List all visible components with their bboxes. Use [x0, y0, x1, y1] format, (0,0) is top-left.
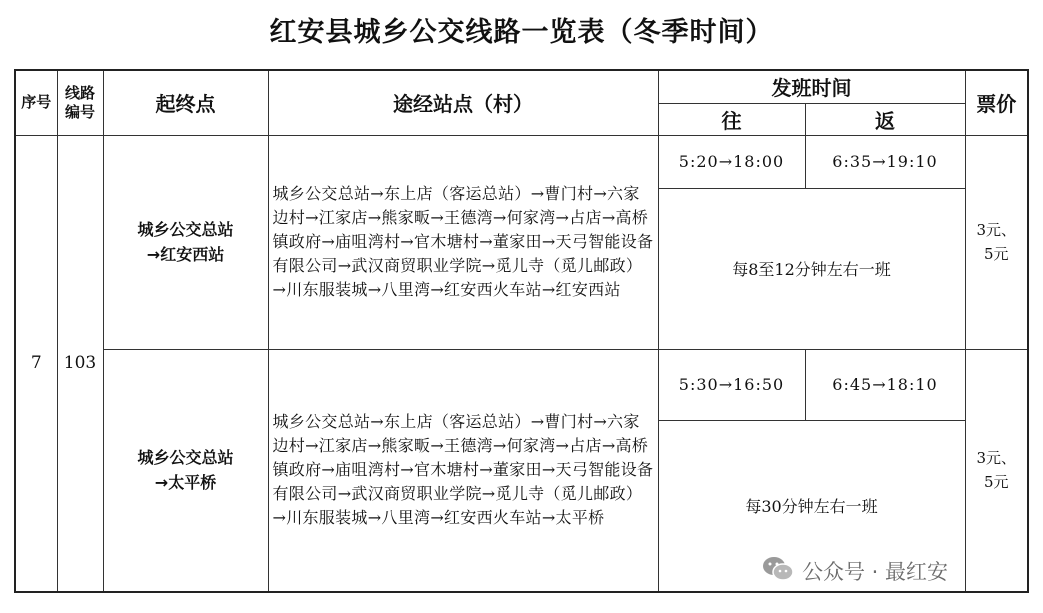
header-price: 票价 [965, 70, 1028, 135]
watermark [762, 556, 948, 586]
wechat-icon [762, 555, 794, 588]
header-outbound: 往 [658, 103, 805, 135]
route-row-1 [15, 135, 1028, 188]
header-return: 返 [805, 103, 965, 135]
header-stops: 途经站点（村） [268, 70, 658, 135]
price-line-2: 5元 [983, 245, 1009, 263]
header-line-number [57, 70, 103, 135]
stops-cell: 城乡公交总站→东上店（客运总站）→曹门村→六家边村→江家店→熊家畈→王德湾→何家湾→占店→高桥镇政府→庙咀湾村→官木塘村→董家田→天弓智能设备有限公司→武汉商贸职业学院→觅儿寺（觅儿邮政）→川东服装城→八里湾→红安西火车站→太平桥 [268, 349, 658, 592]
endpoints-start: 城乡公交总站 [137, 220, 234, 239]
frequency-cell: 每8至12分钟左右一班 [658, 188, 965, 349]
header-line-number-text: 线路编号 [64, 83, 95, 121]
price-cell [965, 349, 1028, 592]
price-line-1: 3元、 [976, 449, 1017, 468]
page-title: 红安县城乡公交线路一览表（冬季时间） [269, 17, 774, 48]
header-seq: 序号 [15, 70, 57, 135]
endpoints-cell [103, 135, 268, 349]
header-schedule: 发班时间 [658, 70, 965, 103]
outbound-time-cell: 5:20→18:00 [658, 135, 805, 188]
price-line-1: 3元、 [976, 221, 1017, 239]
endpoints-end: →太平桥 [154, 473, 217, 493]
return-time-cell: 6:45→18:10 [805, 349, 965, 420]
outbound-time-cell: 5:30→16:50 [658, 349, 805, 420]
endpoints-start: 城乡公交总站 [137, 448, 234, 468]
watermark-text: 公众号 · 最红安 [802, 560, 949, 584]
frequency-cell: 每30分钟左右一班 [658, 420, 965, 592]
bus-route-table [14, 69, 1029, 593]
header-endpoints: 起终点 [103, 70, 268, 135]
price-cell [965, 135, 1028, 349]
price-line-2: 5元 [983, 473, 1009, 492]
endpoints-cell [103, 349, 268, 592]
seq-cell: 7 [15, 135, 57, 592]
return-time-cell: 6:35→19:10 [805, 135, 965, 188]
route-row-2 [15, 349, 1028, 420]
stops-cell: 城乡公交总站→东上店（客运总站）→曹门村→六家边村→江家店→熊家畈→王德湾→何家湾→占店→高桥镇政府→庙咀湾村→官木塘村→董家田→天弓智能设备有限公司→武汉商贸职业学院→觅儿寺（觅儿邮政）→川东服装城→八里湾→红安西火车站→红安西站 [268, 135, 658, 349]
line-number-cell: 103 [57, 135, 103, 592]
endpoints-end: →红安西站 [146, 245, 225, 264]
